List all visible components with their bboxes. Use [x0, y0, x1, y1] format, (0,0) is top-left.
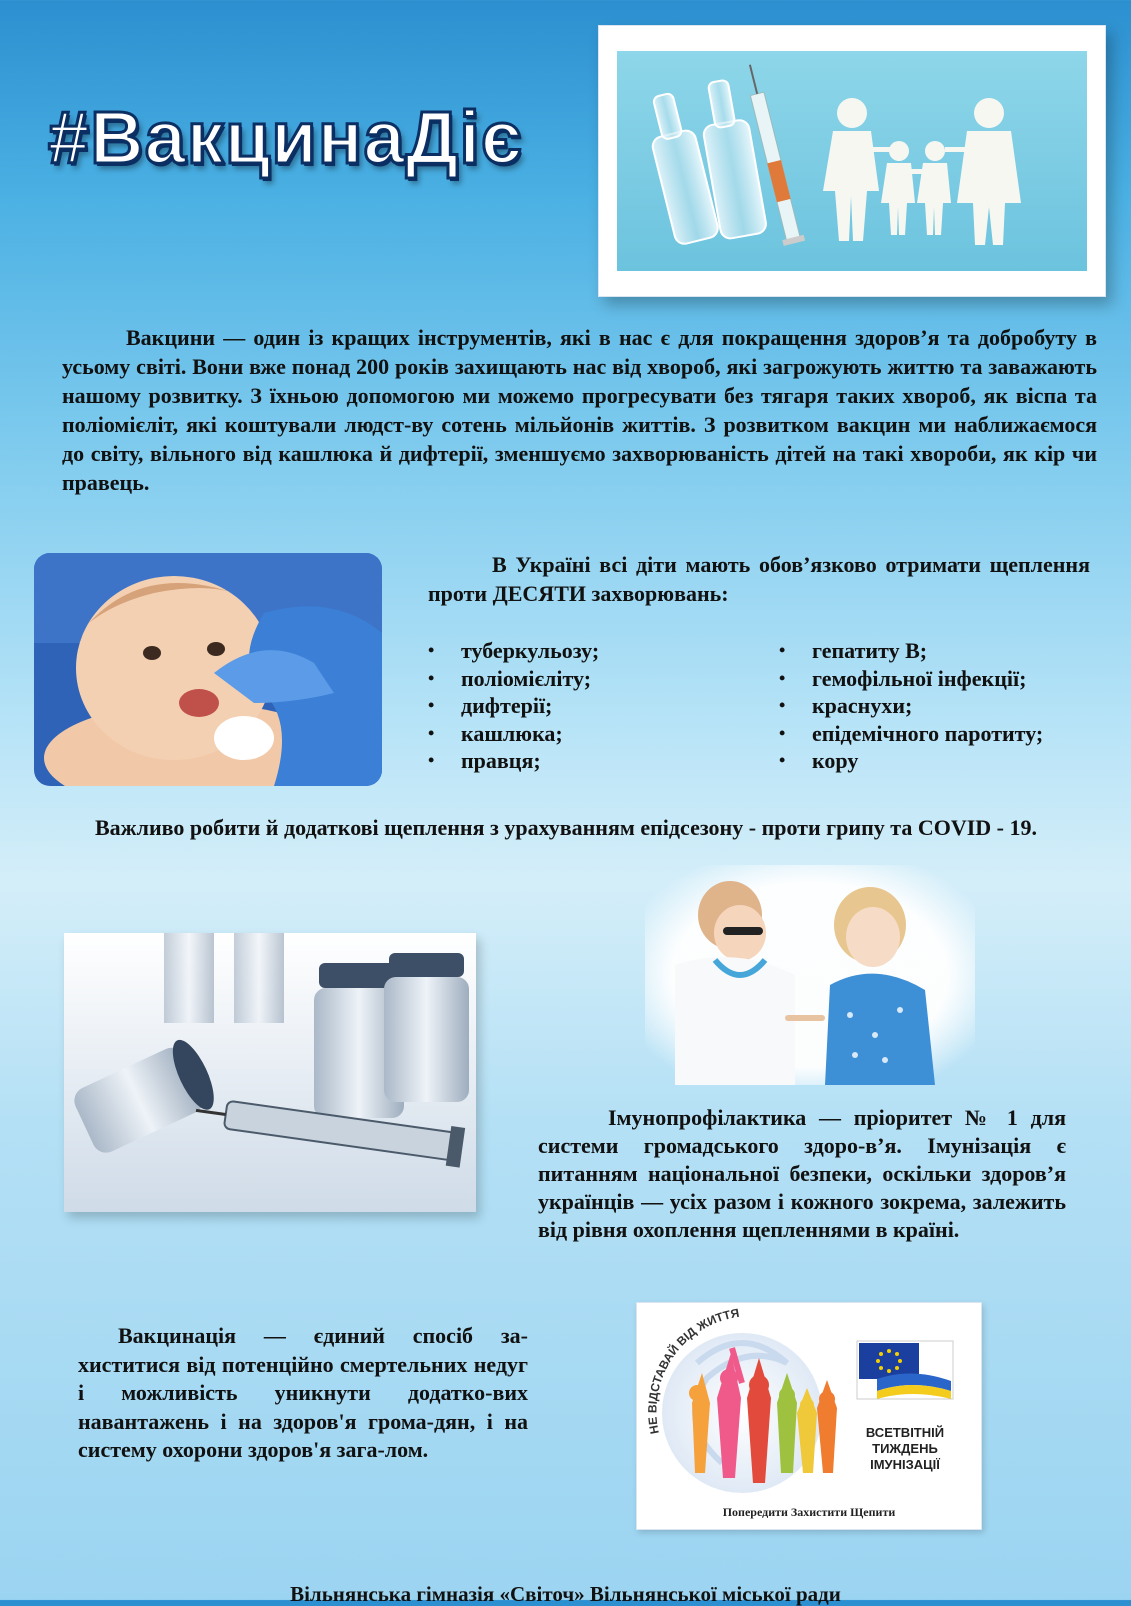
list-item: • гемофільної інфекції; — [777, 665, 1097, 693]
list-item: • кору — [777, 747, 1097, 775]
additional-vaccinations: Важливо робити й додаткові щеплення з урахуванням епідсезону - проти грипу та COVID - 19. — [95, 815, 1037, 840]
footer-school-name: Вільнянська гімназія «Світоч» Вільнянської міської ради — [290, 1582, 841, 1606]
page-title: #ВакцинаДіє — [48, 96, 523, 179]
family-vaccine-photo — [598, 25, 1106, 297]
vials-syringe-photo — [64, 933, 476, 1212]
intro-paragraph: Вакцини — один із кращих інструментів, які в нас є для покращення здоров’я та добробуту в усьому світі. Вони вже понад 200 років захищають нас від хвороб, які загрожують життю та заважають нашому розвитку. З їхньою допомогою ми можемо прогресувати без тягаря таких хвороб, як віспа та поліомієліт, які коштували людст-ву сотень мільйонів життів. З розвитком вакцин ми наближаємося до світу, вільного від кашлюка й дифтерії, зменшуємо захворюваність дітей на такі хвороби, як кір чи правець. — [62, 325, 1097, 495]
list-item: • правця; — [426, 747, 726, 775]
ukraine-paragraph: В Україні всі діти мають обов’язково отримати щеплення проти ДЕСЯТИ захворювань: — [428, 552, 1090, 606]
list-item: • гепатиту В; — [777, 637, 1097, 665]
baby-vaccination-photo — [34, 553, 382, 786]
priority-paragraph: Імунопрофілактика — пріоритет № 1 для системи громадського здоро-в’я. Імунізація є питанням національної безпеки, оскільки здоров’я українців — усіх разом і кожного зокрема, залежить від рівня охоплення щепленнями в країні. — [538, 1105, 1066, 1242]
girl-doctor-photo — [645, 865, 975, 1085]
week-line-2: ТИЖДЕНЬ — [872, 1441, 938, 1456]
disease-list-right — [777, 637, 1097, 775]
list-item: • туберкульозу; — [426, 637, 726, 665]
list-item: • краснухи; — [777, 692, 1097, 720]
immunization-week-poster — [636, 1302, 982, 1530]
poster-arc-text: НЕ ВІДСТАВАЙ ВІД ЖИТТЯ — [645, 1305, 741, 1436]
week-line-3: ІМУНІЗАЦІЇ — [870, 1457, 940, 1472]
week-line-1: ВСЕТВІТНІЙ — [865, 1425, 945, 1440]
week-title — [845, 1425, 965, 1473]
list-item: • епідемічного паротиту; — [777, 720, 1097, 748]
poster-motto: Попередити Захистити Щепити — [722, 1505, 896, 1519]
list-item: • поліомієліту; — [426, 665, 726, 693]
list-item: • кашлюка; — [426, 720, 726, 748]
eu-ukraine-flag-icon — [857, 1341, 953, 1399]
disease-list-left — [426, 637, 726, 775]
vaccination-paragraph: Вакцинація — єдиний спосіб за-хиститися від потенційно смертельних недуг і можливість уникнути додатко-вих навантажень і на здоров'я грома-дян, і на систему охорони здоров'я загa-лом. — [78, 1323, 528, 1462]
list-item: • дифтерії; — [426, 692, 726, 720]
